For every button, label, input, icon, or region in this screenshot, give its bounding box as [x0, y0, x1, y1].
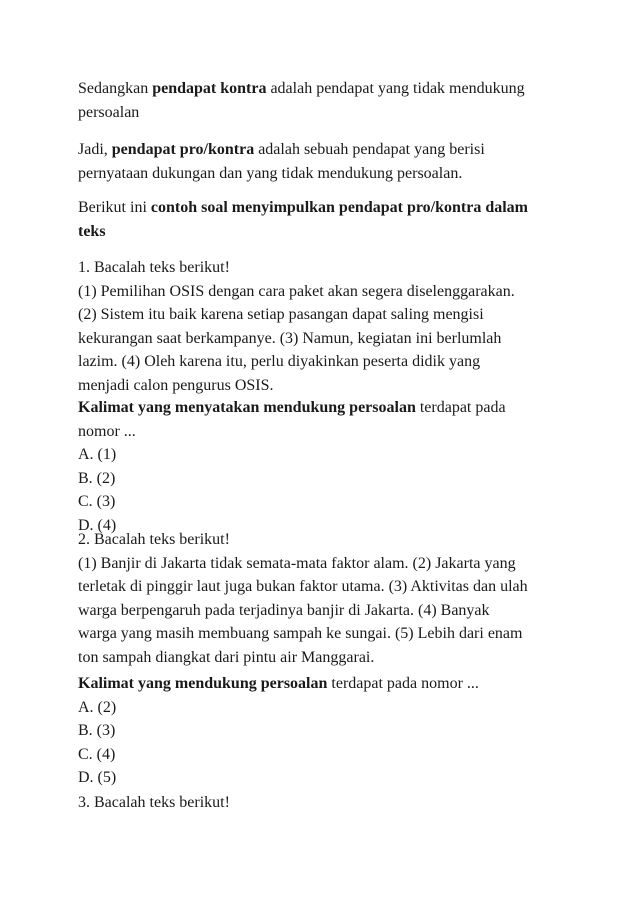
text-line: teks — [78, 222, 106, 240]
answer-option: A. (1) — [78, 446, 117, 463]
answer-option: A. (2) — [78, 698, 117, 716]
text-line: (2) Sistem itu baik karena setiap pasangan dapat saling mengisi — [78, 306, 484, 323]
answer-option: C. (3) — [78, 493, 116, 510]
text-line: ton sampah diangkat dari pintu air Manggarai. — [78, 648, 375, 666]
paragraph-pro-kontra-summary — [78, 138, 578, 185]
text-line: Berikut ini contoh soal menyimpulkan pendapat pro/kontra dalam — [78, 199, 529, 216]
text-line: (1) Banjir di Jakarta tidak semata-mata faktor alam. (2) Jakarta yang — [78, 554, 516, 572]
text-line: 2. Bacalah teks berikut! — [78, 531, 230, 548]
answer-option: D. (5) — [78, 769, 117, 786]
text-line: 3. Bacalah teks berikut! — [78, 794, 230, 811]
answer-option: D. (4) — [78, 516, 117, 534]
text-line: terletak di pinggir laut juga bukan faktor utama. (3) Aktivitas dan ulah — [78, 578, 528, 595]
text-line: kekurangan saat berkampanye. (3) Namun, kegiatan ini berlumlah — [78, 329, 502, 347]
answer-option: B. (3) — [78, 722, 116, 739]
text-line: Kalimat yang menyatakan mendukung persoalan terdapat pada — [78, 399, 506, 416]
text-line: 1. Bacalah teks berikut! — [78, 259, 230, 276]
text-line: warga berpengaruh pada terjadinya banjir di Jakarta. (4) Banyak — [78, 601, 490, 619]
text-line: warga yang masih membuang sampah ke sungai. (5) Lebih dari enam — [78, 625, 523, 642]
paragraph-example-intro — [78, 196, 578, 243]
text-line: pernyataan dukungan dan yang tidak mendukung persoalan. — [78, 164, 463, 182]
text-line: Sedangkan pendapat kontra adalah pendapat yang tidak mendukung — [78, 80, 525, 97]
paragraph-kontra-definition — [78, 77, 578, 124]
answer-option: C. (4) — [78, 745, 116, 763]
text-line: nomor ... — [78, 422, 136, 440]
question-1-passage — [78, 256, 578, 397]
text-line: (1) Pemilihan OSIS dengan cara paket akan segera diselenggarakan. — [78, 282, 515, 300]
answer-option: B. (2) — [78, 469, 116, 487]
question-3-heading — [78, 791, 578, 815]
text-line: Kalimat yang mendukung persoalan terdapat pada nomor ... — [78, 675, 479, 692]
question-1-prompt — [78, 396, 578, 537]
text-line: menjadi calon pengurus OSIS. — [78, 376, 274, 394]
text-line: Jadi, pendapat pro/kontra adalah sebuah pendapat yang berisi — [78, 141, 485, 158]
text-line: lazim. (4) Oleh karena itu, perlu diyakinkan peserta didik yang — [78, 353, 481, 370]
question-2-prompt — [78, 672, 578, 790]
question-2-passage — [78, 528, 578, 669]
text-line: persoalan — [78, 103, 140, 121]
